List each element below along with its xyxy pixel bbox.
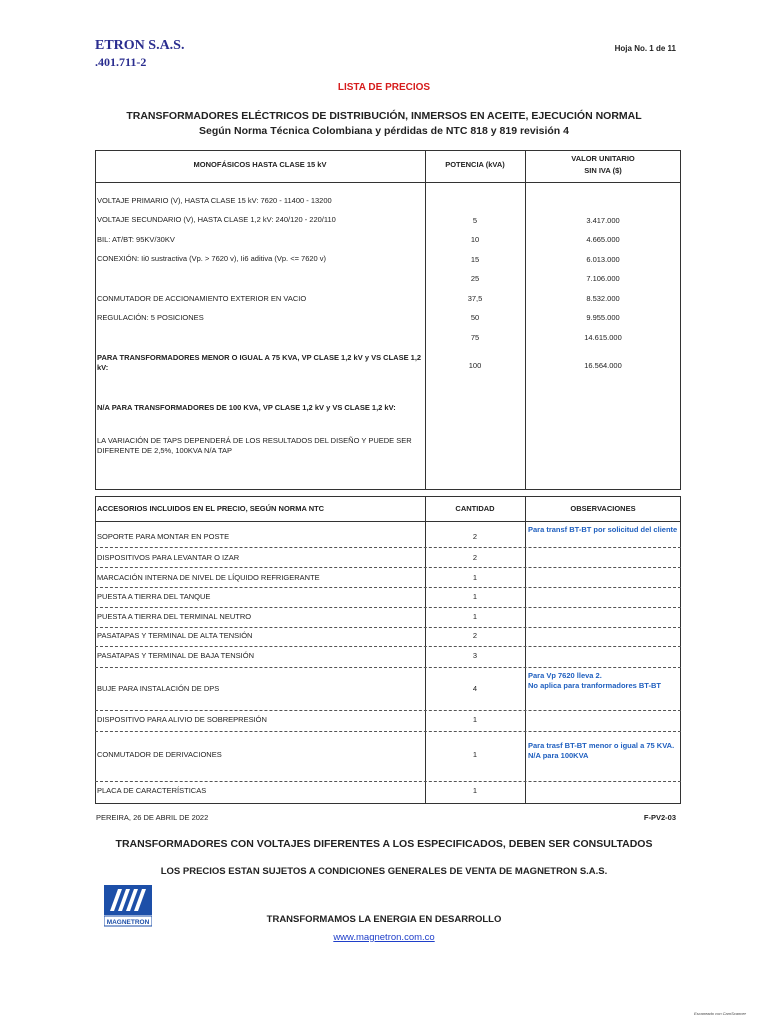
accessories-col-obs: OBSERVACIONES [570, 504, 636, 513]
note-75kva: PARA TRANSFORMADORES MENOR O IGUAL A 75 KVA, VP CLASE 1,2 kV y VS CLASE 1,2 kV: [97, 353, 422, 372]
price-value: 14.615.000 [584, 333, 622, 342]
accessory-item: SOPORTE PARA MONTAR EN POSTE [97, 532, 230, 541]
spec-connection: CONEXIÓN: Ii0 sustractiva (Vp. > 7620 v), Ii6 aditiva (Vp. <= 7620 v) [97, 254, 327, 263]
accessory-item: PUESTA A TIERRA DEL TERMINAL NEUTRO [97, 612, 252, 621]
price-value: 4.665.000 [586, 235, 620, 244]
price-value: 6.013.000 [586, 255, 620, 264]
logo-text: MAGNETRON [106, 919, 150, 926]
accessory-qty: 3 [472, 651, 478, 660]
accessory-qty: 4 [472, 684, 478, 693]
accessory-obs: Para Vp 7620 lleva 2. No aplica para tranformadores BT-BT [528, 671, 661, 690]
accessory-qty: 2 [472, 553, 478, 562]
accessory-qty: 2 [472, 532, 478, 541]
price-col-description: MONOFÁSICOS HASTA CLASE 15 kV [193, 160, 327, 169]
website-link[interactable]: www.magnetron.com.co [333, 932, 435, 943]
price-value: 8.532.000 [586, 294, 620, 303]
accessory-qty: 1 [472, 612, 478, 621]
scanner-watermark: Escaneado con CamScanner [693, 1011, 746, 1016]
price-value: 16.564.000 [584, 361, 622, 370]
list-title: LISTA DE PRECIOS [337, 82, 431, 93]
sheet-number: Hoja No. 1 de 11 [614, 44, 676, 53]
spec-regulation: REGULACIÓN: 5 POSICIONES [97, 313, 204, 322]
accessory-item: PLACA DE CARACTERÍSTICAS [97, 786, 207, 795]
power-value: 37,5 [467, 294, 483, 303]
accessory-item: DISPOSITIVOS PARA LEVANTAR O IZAR [97, 553, 240, 562]
accessory-obs: Para transf BT-BT por solicitud del cliente [528, 525, 678, 534]
price-value: 7.106.000 [586, 274, 620, 283]
accessory-qty: 1 [472, 573, 478, 582]
power-value: 5 [472, 216, 478, 225]
power-value: 50 [470, 313, 480, 322]
form-code: F-PV2-03 [643, 813, 676, 822]
accessory-item: BUJE PARA INSTALACIÓN DE DPS [97, 684, 220, 693]
issue-date: PEREIRA, 26 DE ABRIL DE 2022 [96, 813, 209, 822]
accessory-qty: 1 [472, 715, 478, 724]
accessories-col-description: ACCESORIOS INCLUIDOS EN EL PRECIO, SEGÚN NORMA NTC [97, 504, 325, 513]
conditions-note: LOS PRECIOS ESTAN SUJETOS A CONDICIONES GENERALES DE VENTA DE MAGNETRON S.A.S. [160, 866, 608, 877]
accessory-item: PASATAPAS Y TERMINAL DE ALTA TENSIÓN [97, 631, 253, 640]
accessory-item: PUESTA A TIERRA DEL TANQUE [97, 592, 211, 601]
company-nit: .401.711-2 [95, 55, 147, 69]
power-value: 15 [470, 255, 480, 264]
voltage-note: TRANSFORMADORES CON VOLTAJES DIFERENTES A LOS ESPECIFICADOS, DEBEN SER CONSULTADOS [115, 838, 653, 850]
company-name: ETRON S.A.S. [95, 38, 185, 53]
price-col-power: POTENCIA (kVA) [445, 160, 505, 169]
price-value: 9.955.000 [586, 313, 620, 322]
price-col-value: VALOR UNITARIO SIN IVA ($) [571, 154, 635, 175]
accessory-qty: 2 [472, 631, 478, 640]
price-value: 3.417.000 [586, 216, 620, 225]
accessory-qty: 1 [472, 786, 478, 795]
power-value: 25 [470, 274, 480, 283]
spec-bil: BIL: AT/BT: 95KV/30KV [97, 235, 175, 244]
power-value: 75 [470, 333, 480, 342]
spec-switch: CONMUTADOR DE ACCIONAMIENTO EXTERIOR EN VACIO [97, 294, 307, 303]
spec-secondary-voltage: VOLTAJE SECUNDARIO (V), HASTA CLASE 1,2 kV: 240/120 - 220/110 [97, 215, 336, 224]
accessory-item: MARCACIÓN INTERNA DE NIVEL DE LÍQUIDO REFRIGERANTE [97, 573, 320, 582]
power-value: 100 [468, 361, 482, 370]
spec-primary-voltage: VOLTAJE PRIMARIO (V), HASTA CLASE 15 kV: 7620 - 11400 - 13200 [97, 196, 332, 205]
accessory-item: PASATAPAS Y TERMINAL DE BAJA TENSIÓN [97, 651, 254, 660]
accessories-col-qty: CANTIDAD [455, 504, 495, 513]
slogan: TRANSFORMAMOS LA ENERGIA EN DESARROLLO [266, 914, 502, 925]
accessory-qty: 1 [472, 750, 478, 759]
accessory-obs: Para trasf BT-BT menor o igual a 75 KVA. N/A para 100KVA [528, 741, 675, 760]
note-taps: LA VARIACIÓN DE TAPS DEPENDERÁ DE LOS RESULTADOS DEL DISEÑO Y PUEDE SER DIFERENTE DE 2,5%, 100KVA N/A TAP [97, 436, 412, 455]
accessory-item: DISPOSITIVO PARA ALIVIO DE SOBREPRESIÓN [97, 715, 267, 724]
doc-title: TRANSFORMADORES ELÉCTRICOS DE DISTRIBUCIÓN, INMERSOS EN ACEITE, EJECUCIÓN NORMAL [126, 110, 642, 122]
note-100kva: N/A PARA TRANSFORMADORES DE 100 KVA, VP CLASE 1,2 kV y VS CLASE 1,2 kV: [97, 403, 396, 412]
accessory-item: CONMUTADOR DE DERIVACIONES [97, 750, 222, 759]
accessory-qty: 1 [472, 592, 478, 601]
power-value: 10 [470, 235, 480, 244]
doc-subtitle: Según Norma Técnica Colombiana y pérdidas de NTC 818 y 819 revisión 4 [199, 125, 569, 137]
